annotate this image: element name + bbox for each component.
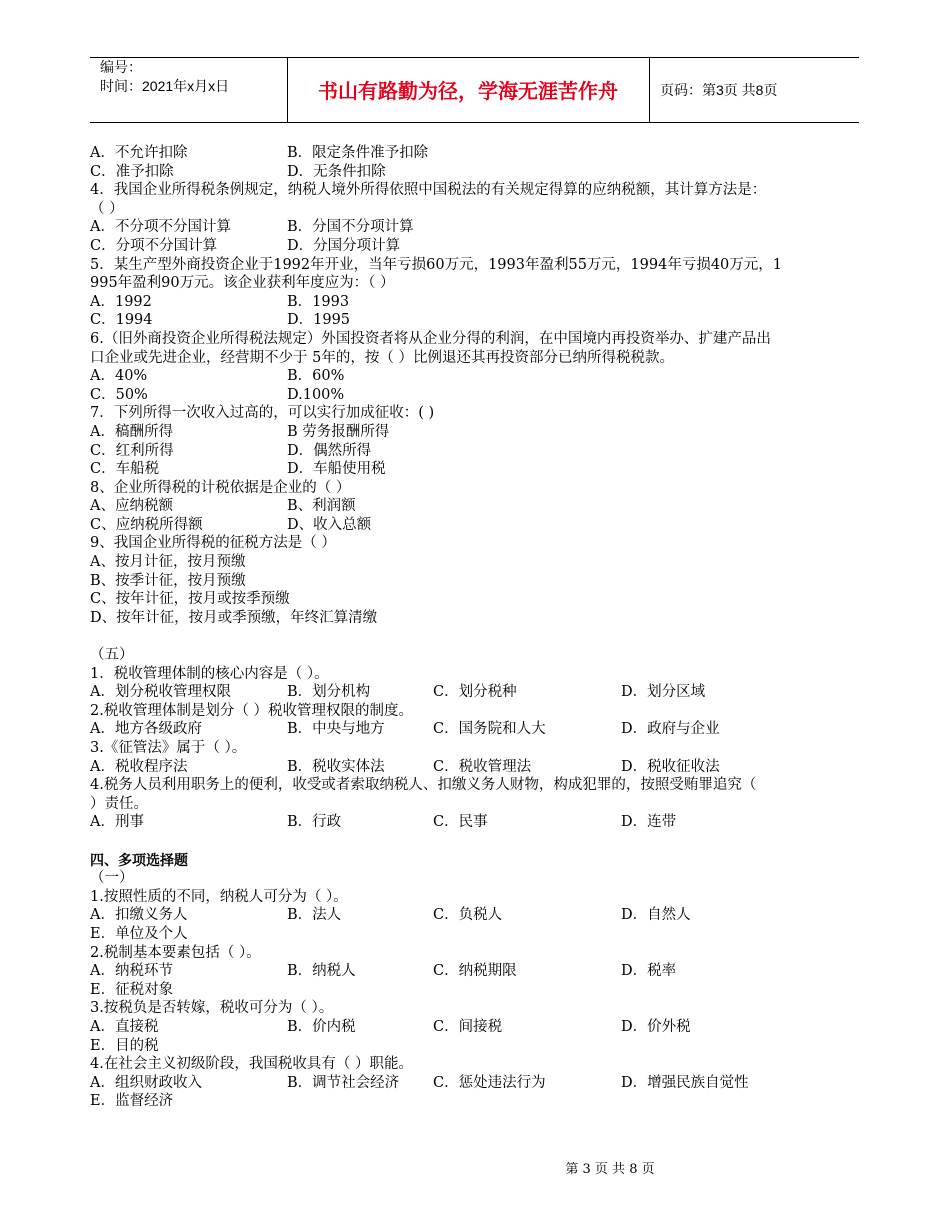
text-line: E．目的税: [90, 1037, 159, 1054]
option-row: [90, 386, 870, 405]
option-item: C．划分税种: [433, 684, 517, 701]
text-line: 4.税务人员利用职务上的便利，收受或者索取纳税人、扣缴义务人财物，构成犯罪的，按照受贿罪追究（: [90, 777, 757, 794]
option-item: A．划分税收管理权限: [90, 684, 231, 701]
option-item: A、应纳税额: [90, 498, 173, 515]
page-footer: 第 3 页 共 8 页: [565, 1162, 655, 1177]
option-item: B．划分机构: [287, 684, 371, 701]
text-line: 3.《征管法》属于（ ）。: [90, 740, 247, 756]
option-item: C．负税人: [433, 907, 503, 924]
option-item: C．国务院和人大: [433, 721, 546, 738]
option-item: C．准予扣除: [90, 163, 174, 180]
text-line: 2.税收管理体制是划分（ ）税收管理权限的制度。: [90, 702, 413, 719]
header-motto: 书山有路勤为径，学海无涯苦作舟: [318, 81, 618, 103]
option-row: [90, 1074, 870, 1093]
text-line: E．单位及个人: [90, 925, 188, 942]
text-line: 4.在社会主义初级阶段，我国税收具有（ ）职能。: [90, 1056, 413, 1073]
option-item: B．调节社会经济: [287, 1074, 400, 1091]
option-item: B．行政: [287, 814, 342, 831]
option-item: D．价外税: [621, 1018, 691, 1035]
option-row: [90, 516, 870, 535]
option-item: D．税率: [621, 963, 677, 980]
option-row: [90, 720, 870, 739]
option-item: D．增强民族自觉性: [621, 1074, 749, 1091]
text-line: 4．我国企业所得税条例规定，纳税人境外所得依照中国税法的有关规定得算的应纳税额，其计算方法是：: [90, 182, 767, 199]
option-item: B．限定条件准予扣除: [287, 145, 429, 161]
option-item: C．红利所得: [90, 442, 174, 459]
text-line: ）责任。: [90, 795, 148, 812]
option-row: [90, 237, 870, 256]
option-item: B．法人: [287, 907, 342, 924]
option-item: D．自然人: [621, 907, 691, 924]
option-item: A．1992: [90, 293, 152, 310]
option-item: B．60%: [287, 368, 345, 385]
blank-line: [90, 627, 870, 646]
text-line: 6.（旧外商投资企业所得税法规定）外国投资者将从企业分得的利润，在中国境内再投资举办、扩建产品出: [90, 330, 771, 347]
option-row: [90, 460, 870, 479]
option-item: D.100%: [287, 386, 345, 403]
option-item: D．政府与企业: [621, 721, 720, 738]
option-row: [90, 813, 870, 832]
option-item: C．惩处违法行为: [433, 1074, 546, 1091]
option-item: A．扣缴义务人: [90, 907, 188, 924]
text-line: D、按年计征，按月或季预缴，年终汇算清缴: [90, 609, 378, 626]
option-item: D、收入总额: [287, 516, 372, 533]
option-item: D．偶然所得: [287, 442, 372, 459]
text-line: （一）: [90, 870, 134, 887]
option-item: D．连带: [621, 814, 677, 831]
option-item: C．间接税: [433, 1018, 503, 1035]
option-item: C．纳税期限: [433, 963, 517, 980]
option-item: D．分国分项计算: [287, 237, 401, 254]
option-row: [90, 497, 870, 516]
text-line: 7．下列所得一次收入过高的，可以实行加成征收：( ): [90, 405, 435, 422]
section-heading: 四、多项选择题: [90, 851, 188, 868]
option-row: [90, 1018, 870, 1037]
option-item: D．车船使用税: [287, 461, 386, 478]
option-row: [90, 367, 870, 386]
option-item: D．税收征收法: [621, 758, 720, 775]
text-line: （五）: [90, 647, 134, 664]
header-time-label: 时间：2021年x月x日: [100, 78, 230, 94]
text-line: 2.税制基本要素包括（ ）。: [90, 944, 261, 961]
option-item: C．分项不分国计算: [90, 237, 218, 254]
option-row: [90, 311, 870, 330]
option-item: C．民事: [433, 814, 488, 831]
option-item: A．纳税环节: [90, 963, 173, 980]
option-item: B．税收实体法: [287, 758, 385, 775]
option-row: [90, 906, 870, 925]
header-bottom-rule: [90, 122, 859, 123]
option-item: B．中央与地方: [287, 721, 385, 738]
option-row: [90, 423, 870, 442]
text-line: 8、企业所得税的计税依据是企业的（ ）: [90, 479, 351, 496]
blank-line: [90, 832, 870, 851]
option-item: B 劳务报酬所得: [287, 423, 390, 440]
option-row: [90, 163, 870, 182]
text-line: 3.按税负是否转嫁，税收可分为（ ）。: [90, 1000, 334, 1017]
option-row: [90, 683, 870, 702]
option-item: A．稿酬所得: [90, 423, 173, 440]
option-item: B．1993: [287, 293, 350, 310]
text-line: 1.按照性质的不同，纳税人可分为（ ）。: [90, 888, 348, 905]
text-line: B、按季计征，按月预缴: [90, 572, 246, 589]
option-item: A．地方各级政府: [90, 721, 202, 738]
option-row: [90, 218, 870, 237]
document-body: [90, 144, 870, 1111]
option-row: [90, 442, 870, 461]
text-line: E．征税对象: [90, 981, 174, 998]
option-item: B．纳税人: [287, 963, 356, 980]
text-line: （ ）: [90, 200, 124, 217]
option-row: [90, 144, 870, 163]
option-item: A．40%: [90, 368, 148, 385]
option-item: B、利润额: [287, 498, 356, 515]
option-row: [90, 758, 870, 777]
text-line: 9、我国企业所得税的征税方法是（ ）: [90, 535, 336, 552]
header-page-info: 页码：第3页 共8页: [660, 82, 778, 98]
option-item: D．无条件扣除: [287, 163, 386, 180]
option-item: A．直接税: [90, 1018, 159, 1035]
text-line: C、按年计征，按月或按季预缴: [90, 591, 290, 608]
option-item: C．50%: [90, 386, 148, 403]
text-line: 995年盈利90万元。该企业获利年度应为：（ ）: [90, 275, 395, 292]
option-item: A．组织财政收入: [90, 1074, 202, 1091]
option-item: A．税收程序法: [90, 758, 188, 775]
text-line: A、按月计征，按月预缴: [90, 554, 246, 571]
option-item: D．1995: [287, 312, 351, 329]
option-row: [90, 962, 870, 981]
option-row: [90, 293, 870, 312]
option-item: C．税收管理法: [433, 758, 532, 775]
text-line: E．监督经济: [90, 1093, 174, 1110]
header-number-label: 编号：: [100, 59, 142, 75]
option-item: A．刑事: [90, 814, 144, 831]
header-left-info: [100, 58, 229, 96]
option-item: C．车船税: [90, 461, 160, 478]
option-item: C、应纳税所得额: [90, 516, 203, 533]
option-item: A．不分项不分国计算: [90, 219, 231, 236]
option-item: A．不允许扣除: [90, 145, 188, 161]
option-item: B．价内税: [287, 1018, 356, 1035]
text-line: 5．某生产型外商投资企业于1992年开业，当年亏损60万元，1993年盈利55万元，1994年亏损40万元，1: [90, 256, 783, 273]
header-divider-right: [649, 57, 650, 122]
option-item: D．划分区域: [621, 684, 706, 701]
option-item: B．分国不分项计算: [287, 219, 414, 236]
text-line: 口企业或先进企业，经营期不少于 5年的，按（ ）比例退还其再投资部分已纳所得税税款。: [90, 349, 674, 366]
option-item: C．1994: [90, 312, 153, 329]
text-line: 1．税收管理体制的核心内容是（ ）。: [90, 665, 329, 682]
